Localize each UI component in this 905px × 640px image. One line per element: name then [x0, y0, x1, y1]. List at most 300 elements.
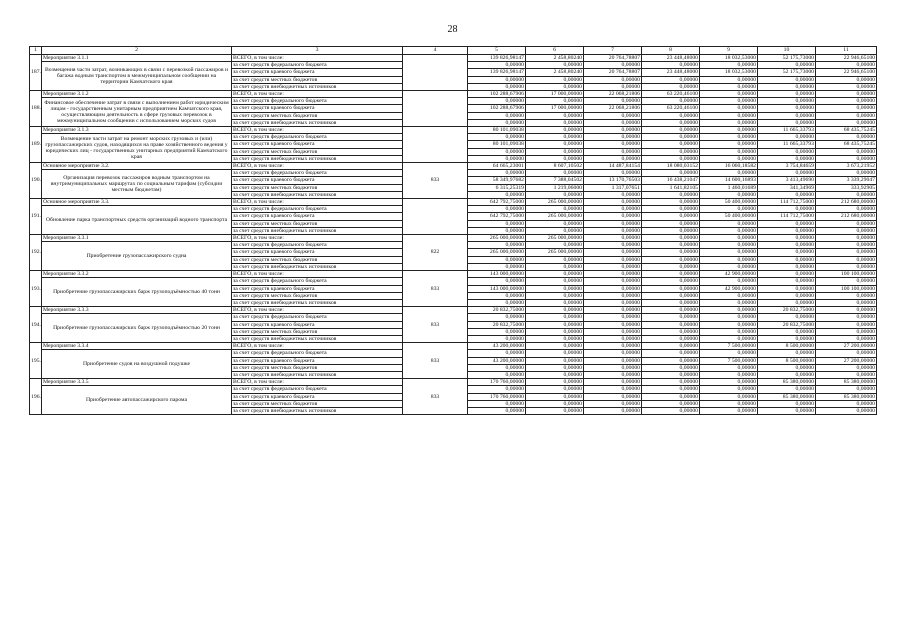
funding-source: за счет средств краевого бюджета	[232, 321, 403, 328]
funding-source: ВСЕГО, в том числе:	[232, 307, 403, 314]
budget-code	[403, 199, 468, 235]
amount-cell: 0,00000	[468, 170, 526, 177]
amount-cell: 27 200,00000	[816, 357, 877, 364]
amount-cell: 265 000,00000	[526, 213, 584, 220]
amount-cell: 0,00000	[700, 170, 758, 177]
amount-cell: 20 764,78807	[584, 55, 642, 62]
amount-cell: 0,00000	[584, 213, 642, 220]
amount-cell: 265 000,00000	[468, 235, 526, 242]
measure-description: Обновление парка транспортных средств организаций водного транспорта	[42, 206, 232, 235]
measure-description: Приобретение грузопассажирских барж грузоподъёмностью 20 тонн	[42, 314, 232, 343]
amount-cell: 265 000,00000	[526, 235, 584, 242]
amount-cell: 0,00000	[642, 134, 700, 141]
amount-cell: 85 380,00000	[758, 379, 816, 386]
amount-cell: 0,00000	[642, 98, 700, 105]
amount-cell: 265 000,00000	[468, 249, 526, 256]
amount-cell: 0,00000	[526, 400, 584, 407]
funding-source: ВСЕГО, в том числе:	[232, 55, 403, 62]
amount-cell: 0,00000	[526, 350, 584, 357]
amount-cell: 0,00000	[758, 371, 816, 378]
amount-cell: 0,00000	[584, 314, 642, 321]
amount-cell: 8 500,00000	[758, 343, 816, 350]
amount-cell: 0,00000	[700, 307, 758, 314]
amount-cell: 14 487,84154	[584, 163, 642, 170]
amount-cell: 0,00000	[526, 278, 584, 285]
funding-source: за счет средств местных бюджетов	[232, 148, 403, 155]
funding-source: ВСЕГО, в том числе:	[232, 343, 403, 350]
budget-code: 833	[403, 163, 468, 199]
measure-description: Возмещение части затрат на ремонт морских грузовых и (или) грузопассажирских судов, находящихся на праве хозяйственного ведения у юридических лиц - государственных унитарных предприятий Камчатского края	[42, 134, 232, 163]
amount-cell: 0,00000	[584, 379, 642, 386]
amount-cell: 0,00000	[584, 227, 642, 234]
amount-cell: 0,00000	[584, 119, 642, 126]
funding-source: ВСЕГО, в том числе:	[232, 199, 403, 206]
amount-cell: 22 068,21806	[584, 91, 642, 98]
amount-cell: 0,00000	[758, 105, 816, 112]
amount-cell: 0,00000	[468, 119, 526, 126]
amount-cell: 642 792,75000	[468, 213, 526, 220]
amount-cell: 0,00000	[584, 328, 642, 335]
amount-cell: 0,00000	[700, 127, 758, 134]
amount-cell: 0,00000	[642, 271, 700, 278]
amount-cell: 3 673,21952	[816, 163, 877, 170]
amount-cell: 17 000,00000	[526, 105, 584, 112]
amount-cell: 20 832,75000	[468, 321, 526, 328]
funding-source: за счет средств внебюджетных источников	[232, 371, 403, 378]
amount-cell: 0,00000	[642, 206, 700, 213]
measure-label: Мероприятие 3.1.1	[42, 55, 232, 62]
amount-cell: 64 665,23001	[468, 163, 526, 170]
amount-cell: 0,00000	[816, 256, 877, 263]
amount-cell: 0,00000	[642, 119, 700, 126]
amount-cell: 0,00000	[816, 263, 877, 270]
amount-cell: 0,00000	[758, 83, 816, 90]
amount-cell: 0,00000	[584, 364, 642, 371]
funding-source: ВСЕГО, в том числе:	[232, 91, 403, 98]
table-row	[30, 91, 877, 98]
amount-cell: 0,00000	[642, 321, 700, 328]
funding-source: за счет средств внебюджетных источников	[232, 407, 403, 414]
amount-cell: 0,00000	[758, 62, 816, 69]
funding-source: за счет средств внебюджетных источников	[232, 191, 403, 198]
header-cell: 5	[468, 47, 526, 55]
amount-cell: 0,00000	[816, 278, 877, 285]
amount-cell: 0,00000	[584, 141, 642, 148]
amount-cell: 0,00000	[642, 393, 700, 400]
amount-cell: 0,00000	[584, 249, 642, 256]
funding-source: ВСЕГО, в том числе:	[232, 235, 403, 242]
amount-cell: 170 760,00000	[468, 393, 526, 400]
measure-label: Мероприятие 3.1.3	[42, 127, 232, 134]
header-cell: 7	[584, 47, 642, 55]
funding-source: за счет средств федерального бюджета	[232, 242, 403, 249]
amount-cell: 0,00000	[700, 242, 758, 249]
amount-cell: 0,00000	[758, 155, 816, 162]
amount-cell: 0,00000	[584, 271, 642, 278]
amount-cell: 0,00000	[642, 112, 700, 119]
amount-cell: 58 349,97682	[468, 177, 526, 184]
amount-cell: 0,00000	[816, 307, 877, 314]
amount-cell: 0,00000	[642, 285, 700, 292]
funding-source: за счет средств местных бюджетов	[232, 76, 403, 83]
amount-cell: 0,00000	[642, 62, 700, 69]
amount-cell: 0,00000	[642, 357, 700, 364]
amount-cell: 0,00000	[584, 206, 642, 213]
amount-cell: 0,00000	[468, 155, 526, 162]
amount-cell: 3 413,49690	[758, 177, 816, 184]
amount-cell: 0,00000	[642, 256, 700, 263]
amount-cell: 0,00000	[642, 263, 700, 270]
amount-cell: 0,00000	[642, 379, 700, 386]
funding-source: за счет средств местных бюджетов	[232, 112, 403, 119]
measure-description: Приобретение грузопассажирского судна	[42, 242, 232, 271]
amount-cell: 8 500,00000	[758, 357, 816, 364]
measure-description: Возмещения части затрат, возникающих в связи с перевозкой пассажиров и багажа водным транспортом в межмуниципальном сообщении на территории Камчатского края	[42, 62, 232, 91]
amount-cell: 0,00000	[468, 256, 526, 263]
amount-cell: 0,00000	[526, 393, 584, 400]
header-cell: 9	[700, 47, 758, 55]
measure-label: Мероприятие 3.3.1	[42, 235, 232, 242]
amount-cell: 0,00000	[468, 191, 526, 198]
amount-cell: 0,00000	[700, 98, 758, 105]
header-cell: 1	[30, 47, 42, 55]
amount-cell: 0,00000	[468, 76, 526, 83]
amount-cell: 100 100,00000	[816, 271, 877, 278]
amount-cell: 0,00000	[468, 134, 526, 141]
amount-cell: 0,00000	[584, 83, 642, 90]
amount-cell: 0,00000	[700, 328, 758, 335]
funding-source: за счет средств краевого бюджета	[232, 213, 403, 220]
amount-cell: 20 764,78807	[584, 69, 642, 76]
amount-cell: 139 826,98147	[468, 69, 526, 76]
funding-source: за счет средств федерального бюджета	[232, 98, 403, 105]
amount-cell: 17 000,00000	[526, 91, 584, 98]
amount-cell: 0,00000	[584, 292, 642, 299]
amount-cell: 0,00000	[526, 141, 584, 148]
funding-source: за счет средств краевого бюджета	[232, 393, 403, 400]
amount-cell: 52 175,73000	[758, 69, 816, 76]
row-number: 189.	[30, 127, 42, 163]
amount-cell: 0,00000	[816, 220, 877, 227]
table-row	[30, 235, 877, 242]
funding-source: за счет средств краевого бюджета	[232, 285, 403, 292]
amount-cell: 0,00000	[758, 364, 816, 371]
funding-source: за счет средств местных бюджетов	[232, 220, 403, 227]
funding-source: за счет средств внебюджетных источников	[232, 227, 403, 234]
amount-cell: 0,00000	[816, 155, 877, 162]
amount-cell: 0,00000	[816, 400, 877, 407]
row-number: 190.	[30, 163, 42, 199]
funding-source: за счет средств местных бюджетов	[232, 328, 403, 335]
amount-cell: 170 760,00000	[468, 379, 526, 386]
amount-cell: 0,00000	[526, 285, 584, 292]
amount-cell: 2 458,80240	[526, 55, 584, 62]
amount-cell: 0,00000	[468, 335, 526, 342]
amount-cell: 0,00000	[584, 148, 642, 155]
amount-cell: 0,00000	[700, 314, 758, 321]
measure-description: Приобретение грузопассажирских барж грузоподъёмностью 40 тонн	[42, 278, 232, 307]
amount-cell: 0,00000	[526, 83, 584, 90]
amount-cell: 0,00000	[526, 256, 584, 263]
amount-cell: 212 680,00000	[816, 213, 877, 220]
amount-cell: 0,00000	[758, 98, 816, 105]
amount-cell: 43 200,00000	[468, 343, 526, 350]
budget-code	[403, 55, 468, 91]
amount-cell: 0,00000	[816, 62, 877, 69]
amount-cell: 0,00000	[584, 256, 642, 263]
funding-source: за счет средств внебюджетных источников	[232, 119, 403, 126]
amount-cell: 0,00000	[700, 134, 758, 141]
measure-description: Приобретение автопассажирского парома	[42, 386, 232, 415]
amount-cell: 0,00000	[526, 170, 584, 177]
amount-cell: 0,00000	[526, 364, 584, 371]
funding-source: за счет средств краевого бюджета	[232, 141, 403, 148]
amount-cell: 0,00000	[816, 314, 877, 321]
amount-cell: 0,00000	[468, 407, 526, 414]
amount-cell: 0,00000	[700, 400, 758, 407]
amount-cell: 341,34969	[758, 184, 816, 191]
row-number: 196.	[30, 379, 42, 415]
amount-cell: 1 317,07651	[584, 184, 642, 191]
amount-cell: 0,00000	[642, 170, 700, 177]
header-cell: 10	[758, 47, 816, 55]
amount-cell: 0,00000	[584, 321, 642, 328]
amount-cell: 0,00000	[468, 263, 526, 270]
amount-cell: 0,00000	[526, 314, 584, 321]
amount-cell: 0,00000	[700, 155, 758, 162]
amount-cell: 0,00000	[642, 314, 700, 321]
amount-cell: 0,00000	[526, 386, 584, 393]
funding-source: за счет средств местных бюджетов	[232, 256, 403, 263]
amount-cell: 0,00000	[758, 227, 816, 234]
funding-source: за счет средств федерального бюджета	[232, 386, 403, 393]
amount-cell: 0,00000	[642, 407, 700, 414]
budget-code: 833	[403, 379, 468, 415]
amount-cell: 0,00000	[816, 148, 877, 155]
amount-cell: 0,00000	[758, 91, 816, 98]
amount-cell: 0,00000	[526, 292, 584, 299]
amount-cell: 0,00000	[758, 191, 816, 198]
funding-source: за счет средств федерального бюджета	[232, 134, 403, 141]
amount-cell: 0,00000	[700, 112, 758, 119]
amount-cell: 0,00000	[526, 76, 584, 83]
measure-description: Организация перевозок пассажиров водным транспортом на внутримуниципальных маршрутах по социальным тарифам (субсидии местным бюджетам)	[42, 170, 232, 199]
amount-cell: 0,00000	[758, 119, 816, 126]
budget-code	[403, 127, 468, 163]
amount-cell: 42 900,00000	[700, 285, 758, 292]
amount-cell: 0,00000	[584, 357, 642, 364]
amount-cell: 0,00000	[700, 278, 758, 285]
amount-cell: 0,00000	[816, 105, 877, 112]
amount-cell: 0,00000	[584, 307, 642, 314]
amount-cell: 0,00000	[642, 292, 700, 299]
measure-label: Основное мероприятие 3.3.	[42, 199, 232, 206]
amount-cell: 16 060,18582	[700, 163, 758, 170]
amount-cell: 0,00000	[758, 407, 816, 414]
amount-cell: 0,00000	[700, 83, 758, 90]
funding-source: за счет средств внебюджетных источников	[232, 83, 403, 90]
amount-cell: 143 000,00000	[468, 285, 526, 292]
amount-cell: 0,00000	[816, 386, 877, 393]
amount-cell: 0,00000	[468, 328, 526, 335]
amount-cell: 68 435,75245	[816, 127, 877, 134]
amount-cell: 0,00000	[700, 105, 758, 112]
amount-cell: 0,00000	[526, 227, 584, 234]
header-cell: 3	[232, 47, 403, 55]
amount-cell: 0,00000	[758, 170, 816, 177]
amount-cell: 0,00000	[816, 321, 877, 328]
amount-cell: 0,00000	[700, 141, 758, 148]
row-number: 192.	[30, 235, 42, 271]
amount-cell: 0,00000	[700, 364, 758, 371]
measure-label: Мероприятие 3.1.2	[42, 91, 232, 98]
amount-cell: 0,00000	[700, 206, 758, 213]
amount-cell: 85 380,00000	[816, 379, 877, 386]
amount-cell: 0,00000	[758, 350, 816, 357]
amount-cell: 0,00000	[700, 249, 758, 256]
amount-cell: 0,00000	[468, 227, 526, 234]
amount-cell: 0,00000	[642, 278, 700, 285]
amount-cell: 22 946,65100	[816, 55, 877, 62]
amount-cell: 0,00000	[526, 343, 584, 350]
amount-cell: 0,00000	[700, 292, 758, 299]
amount-cell: 3 754,84659	[758, 163, 816, 170]
table-row	[30, 127, 877, 134]
amount-cell: 0,00000	[700, 148, 758, 155]
amount-cell: 0,00000	[758, 256, 816, 263]
budget-code	[403, 91, 468, 127]
funding-source: за счет средств местных бюджетов	[232, 184, 403, 191]
amount-cell: 0,00000	[642, 299, 700, 306]
amount-cell: 0,00000	[642, 343, 700, 350]
funding-source: ВСЕГО, в том числе:	[232, 163, 403, 170]
amount-cell: 0,00000	[468, 314, 526, 321]
amount-cell: 0,00000	[700, 191, 758, 198]
amount-cell: 0,00000	[700, 299, 758, 306]
amount-cell: 0,00000	[526, 271, 584, 278]
amount-cell: 0,00000	[642, 220, 700, 227]
measure-label: Основное мероприятие 3.2.	[42, 163, 232, 170]
amount-cell: 0,00000	[642, 364, 700, 371]
amount-cell: 642 792,75000	[468, 199, 526, 206]
amount-cell: 0,00000	[642, 141, 700, 148]
amount-cell: 0,00000	[758, 335, 816, 342]
amount-cell: 0,00000	[816, 371, 877, 378]
amount-cell: 0,00000	[468, 350, 526, 357]
amount-cell: 0,00000	[468, 242, 526, 249]
amount-cell: 333,92905	[816, 184, 877, 191]
amount-cell: 0,00000	[468, 220, 526, 227]
amount-cell: 0,00000	[758, 400, 816, 407]
row-number: 195.	[30, 343, 42, 379]
amount-cell: 50 400,00000	[700, 199, 758, 206]
amount-cell: 0,00000	[526, 379, 584, 386]
funding-source: за счет средств внебюджетных источников	[232, 299, 403, 306]
amount-cell: 0,00000	[700, 321, 758, 328]
amount-cell: 0,00000	[642, 199, 700, 206]
amount-cell: 0,00000	[758, 76, 816, 83]
amount-cell: 7 388,04502	[526, 177, 584, 184]
amount-cell: 0,00000	[468, 112, 526, 119]
amount-cell: 0,00000	[700, 76, 758, 83]
amount-cell: 7 500,00000	[700, 357, 758, 364]
amount-cell: 0,00000	[642, 249, 700, 256]
amount-cell: 0,00000	[526, 119, 584, 126]
amount-cell: 0,00000	[584, 220, 642, 227]
amount-cell: 0,00000	[642, 307, 700, 314]
amount-cell: 85 380,00000	[758, 393, 816, 400]
funding-source: за счет средств краевого бюджета	[232, 357, 403, 364]
amount-cell: 0,00000	[526, 62, 584, 69]
amount-cell: 0,00000	[526, 242, 584, 249]
amount-cell: 0,00000	[642, 148, 700, 155]
amount-cell: 102 288,67906	[468, 105, 526, 112]
amount-cell: 0,00000	[584, 155, 642, 162]
amount-cell: 0,00000	[816, 91, 877, 98]
amount-cell: 63 220,46100	[642, 91, 700, 98]
table-row	[30, 379, 877, 386]
amount-cell: 0,00000	[758, 206, 816, 213]
amount-cell: 0,00000	[468, 364, 526, 371]
amount-cell: 20 832,75000	[758, 307, 816, 314]
row-number: 191.	[30, 199, 42, 235]
amount-cell: 0,00000	[816, 364, 877, 371]
amount-cell: 0,00000	[584, 350, 642, 357]
amount-cell: 0,00000	[526, 328, 584, 335]
amount-cell: 143 000,00000	[468, 271, 526, 278]
amount-cell: 0,00000	[584, 199, 642, 206]
amount-cell: 0,00000	[584, 343, 642, 350]
budget-code: 833	[403, 343, 468, 379]
amount-cell: 0,00000	[700, 393, 758, 400]
header-cell: 11	[816, 47, 877, 55]
amount-cell: 0,00000	[584, 170, 642, 177]
funding-source: за счет средств федерального бюджета	[232, 170, 403, 177]
measure-label: Мероприятие 3.3.3	[42, 307, 232, 314]
amount-cell: 0,00000	[526, 307, 584, 314]
amount-cell: 0,00000	[816, 242, 877, 249]
amount-cell: 7 500,00000	[700, 343, 758, 350]
amount-cell: 2 458,80240	[526, 69, 584, 76]
amount-cell: 0,00000	[642, 328, 700, 335]
amount-cell: 0,00000	[526, 357, 584, 364]
amount-cell: 0,00000	[700, 407, 758, 414]
amount-cell: 0,00000	[700, 220, 758, 227]
amount-cell: 0,00000	[816, 112, 877, 119]
amount-cell: 0,00000	[642, 83, 700, 90]
amount-cell: 0,00000	[758, 271, 816, 278]
amount-cell: 52 175,73000	[758, 55, 816, 62]
amount-cell: 80 101,09038	[468, 127, 526, 134]
amount-cell: 0,00000	[700, 119, 758, 126]
funding-source: за счет средств внебюджетных источников	[232, 335, 403, 342]
amount-cell: 8 607,10502	[526, 163, 584, 170]
header-cell: 4	[403, 47, 468, 55]
amount-cell: 0,00000	[642, 227, 700, 234]
amount-cell: 0,00000	[526, 98, 584, 105]
amount-cell: 0,00000	[642, 127, 700, 134]
amount-cell: 23 448,48000	[642, 69, 700, 76]
amount-cell: 85 380,00000	[816, 393, 877, 400]
header-cell: 6	[526, 47, 584, 55]
page-number: 28	[447, 24, 458, 35]
amount-cell: 0,00000	[526, 335, 584, 342]
amount-cell: 265 000,00000	[526, 199, 584, 206]
amount-cell: 0,00000	[816, 83, 877, 90]
amount-cell: 0,00000	[700, 256, 758, 263]
amount-cell: 0,00000	[584, 112, 642, 119]
amount-cell: 18 080,03152	[642, 163, 700, 170]
